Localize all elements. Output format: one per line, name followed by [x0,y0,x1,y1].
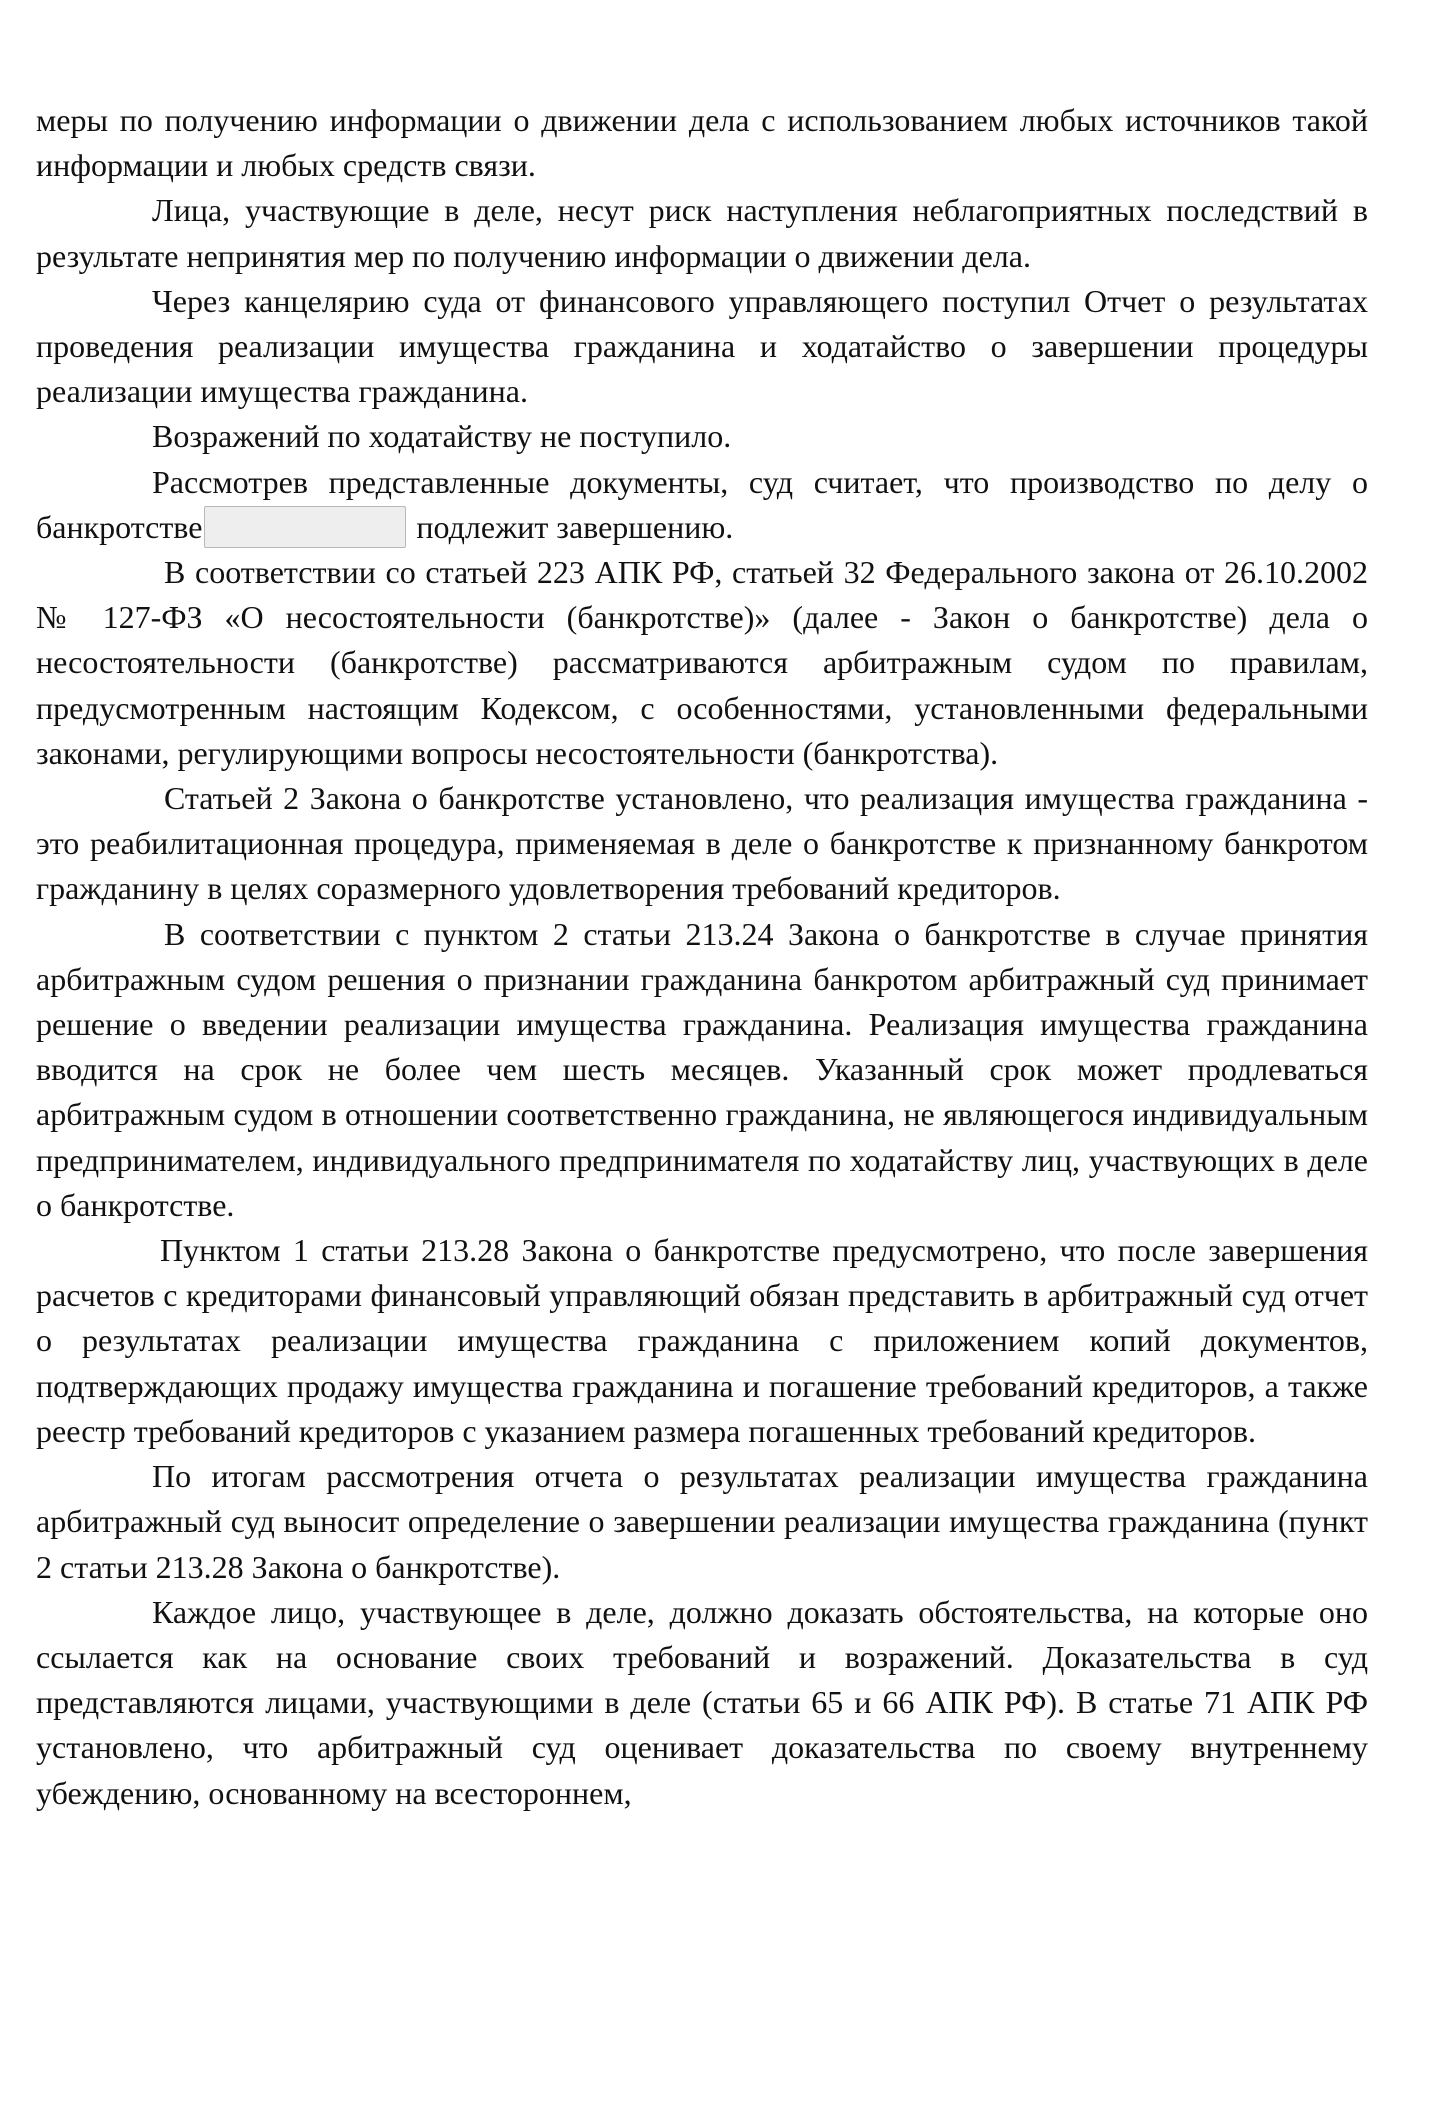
paragraph-5 [36,460,1368,550]
paragraph-7: Статьей 2 Закона о банкротстве установлено, что реализация имущества гражданина - это реабилитационная процедура, применяемая в деле о банкротстве к признанному банкротом гражданину в целях соразмерного удовлетворения требований кредиторов. [36,780,1368,907]
paragraph-5-text-after: подлежит завершению. [416,508,734,545]
paragraph-5-text-before: Рассмотрев представленные документы, суд считает, что производство по делу о банкротстве [36,463,1368,545]
paragraph-1: меры по получению информации о движении дела с использованием любых источников такой информации и любых средств связи. [36,102,1368,184]
paragraph-11: Каждое лицо, участвующее в деле, должно доказать обстоятельства, на которые оно ссылается как на основание своих требований и возражений. Доказательства в суд представляются лицами, участвующими в деле (статьи 65 и 66 АПК РФ). В статье 71 АПК РФ установлено, что арбитражный суд оценивает доказательства по своему внутреннему убеждению, основанному на всестороннем, [36,1593,1368,1811]
paragraph-10: По итогам рассмотрения отчета о результатах реализации имущества гражданина арбитражный суд выносит определение о завершении реализации имущества гражданина (пункт 2 статьи 213.28 Закона о банкротстве). [36,1458,1368,1585]
paragraph-9: Пунктом 1 статьи 213.28 Закона о банкротстве предусмотрено, что после завершения расчетов с кредиторами финансовый управляющий обязан представить в арбитражный суд отчет о результатах реализации имущества гражданина с приложением копий документов, подтверждающих продажу имущества гражданина и погашение требований кредиторов, а также реестр требований кредиторов с указанием размера погашенных требований кредиторов. [36,1232,1368,1449]
paragraph-2: Лица, участвующие в деле, несут риск наступления неблагоприятных последствий в результате непринятия мер по получению информации о движении дела. [36,192,1368,274]
paragraph-4: Возражений по ходатайству не поступило. [152,418,732,455]
redacted-name-box [204,506,406,548]
document-page [36,98,1368,1816]
paragraph-6: В соответствии со статьей 223 АПК РФ, статьей 32 Федерального закона от 26.10.2002 № 127-ФЗ «О несостоятельности (банкротстве)» (далее - Закон о банкротстве) дела о несостоятельности (банкротстве) рассматриваются арбитражным судом по правилам, предусмотренным настоящим Кодексом, с особенностями, установленными федеральными законами, регулирующими вопросы несостоятельности (банкротства). [36,554,1368,771]
paragraph-3: Через канцелярию суда от финансового управляющего поступил Отчет о результатах проведения реализации имущества гражданина и ходатайство о завершении процедуры реализации имущества гражданина. [36,282,1368,410]
paragraph-8: В соответствии с пунктом 2 статьи 213.24 Закона о банкротстве в случае принятия арбитражным судом решения о признании гражданина банкротом арбитражный суд принимает решение о введении реализации имущества гражданина. Реализация имущества гражданина вводится на срок не более чем шесть месяцев. Указанный срок может продлеваться арбитражным судом в отношении соответственно гражданина, не являющегося индивидуальным предпринимателем, индивидуального предпринимателя по ходатайству лиц, участвующих в деле о банкротстве. [36,915,1368,1223]
